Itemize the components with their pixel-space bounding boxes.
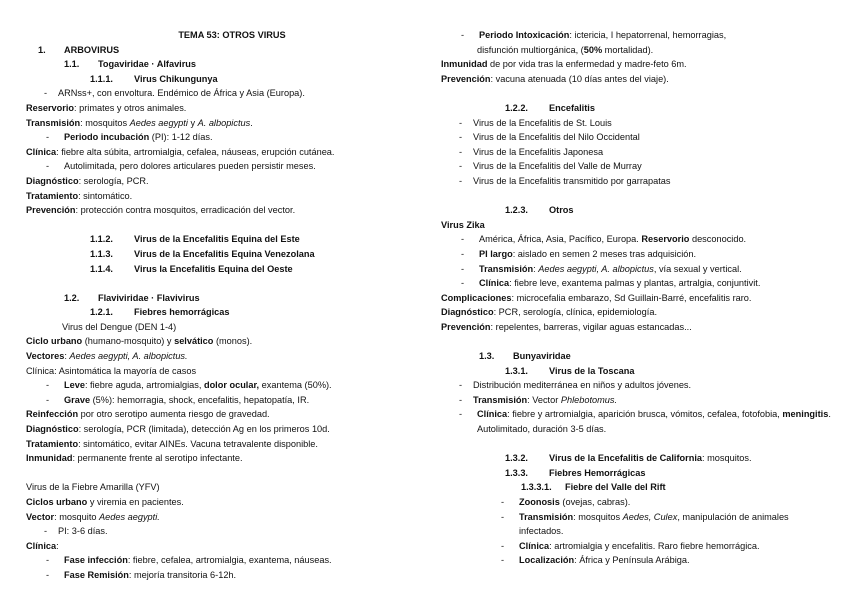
zika-prevencion: Prevención: repelentes, barreras, vigilar aguas estancadas... xyxy=(441,321,692,332)
yfv-vector: Vector: mosquito Aedes aegypti. xyxy=(26,511,160,522)
yfv-ciclos: Ciclos urbano y viremia en pacientes. xyxy=(26,497,184,507)
zika-title: Virus Zika xyxy=(441,219,485,230)
dengue-tratamiento: Tratamiento: sintomático, evitar AINEs. Vacuna tetravalente disponible. xyxy=(26,438,318,449)
page-title: TEMA 53: OTROS VIRUS xyxy=(178,30,286,40)
list-item: - Transmisión: mosquitos Aedes, Culex, manipulación de animales infectados. xyxy=(501,511,789,537)
heading-california: 1.3.2. Virus de la Encefalitis de California: mosquitos. xyxy=(505,453,752,464)
chik-tratamiento: Tratamiento: sintomático. xyxy=(26,190,133,201)
dengue-clinica: Clínica: Asintomática la mayoría de casos xyxy=(26,365,197,376)
list-item: - Clínica: fiebre y artromialgia, aparición brusca, vómitos, cefalea, fotofobia, meningitis. Autolimitado, duración 3-5 días. xyxy=(459,409,831,435)
heading-vee: 1.1.3. Virus de la Encefalitis Equina Venezolana xyxy=(90,248,315,259)
list-item: - Fase Remisión: mejoría transitoria 6-12h. xyxy=(46,569,237,580)
list-item: - Leve: fiebre aguda, artromialgias, dolor ocular, exantema (50%). xyxy=(46,380,332,391)
list-item: - Localización: África y Península Arábiga. xyxy=(501,555,690,566)
chik-diagnostico: Diagnóstico: serología, PCR. xyxy=(26,175,149,186)
heading-eee: 1.1.2. Virus de la Encefalitis Equina del Este xyxy=(90,234,300,245)
chik-clinica: Clínica: fiebre alta súbita, artromialgia, cefalea, náuseas, erupción cutánea. xyxy=(26,146,335,157)
right-column xyxy=(441,28,836,568)
list-item: - ARNss+, con envoltura. Endémico de África y Asia (Europa). xyxy=(44,88,305,99)
list-item: - Fase infección: fiebre, cefalea, artromialgia, exantema, náuseas. xyxy=(46,555,332,566)
dengue-inmunidad: Inmunidad: permanente frente al serotipo infectante. xyxy=(26,453,243,464)
dengue-diagnostico: Diagnóstico: serología, PCR (limitada), detección Ag en los primeros 10d. xyxy=(26,424,330,435)
list-item: - Transmisión: Vector Phlebotomus. xyxy=(459,394,618,405)
left-column xyxy=(26,28,418,583)
heading-flaviviridae: 1.2. Flaviviridae · Flavivirus xyxy=(64,292,200,303)
heading-chikungunya: 1.1.1. Virus Chikungunya xyxy=(90,73,218,84)
yfv-prevencion: Prevención: vacuna atenuada (10 días antes del viaje). xyxy=(441,73,669,84)
dengue-vectores: Vectores: Aedes aegypti, A. albopictus. xyxy=(26,351,188,362)
heading-otros: 1.2.3. Otros xyxy=(505,205,574,216)
list-item: - PI: 3-6 días. xyxy=(44,526,108,537)
list-item: - Virus de la Encefalitis Japonesa xyxy=(459,146,604,157)
heading-fiebres-hemorragicas: 1.2.1. Fiebres hemorrágicas xyxy=(90,307,230,318)
list-item: - Virus de la Encefalitis del Nilo Occidental xyxy=(459,132,640,143)
list-item: - Distribución mediterránea en niños y adultos jóvenes. xyxy=(459,380,692,391)
heading-arbovirus: 1. ARBOVIRUS xyxy=(38,44,120,55)
list-item: - América, África, Asia, Pacífico, Europa. Reservorio desconocido. xyxy=(461,234,747,245)
heading-encefalitis: 1.2.2. Encefalitis xyxy=(505,102,595,113)
yfv-inmunidad: Inmunidad de por vida tras la enfermedad y madre-feto 6m. xyxy=(441,59,687,70)
zika-diagnostico: Diagnóstico: PCR, serología, clínica, epidemiología. xyxy=(441,307,657,318)
list-item: - Clínica: fiebre leve, exantema palmas y plantas, artralgia, conjuntivit. xyxy=(461,278,761,289)
chik-prevencion: Prevención: protección contra mosquitos, erradicación del vector. xyxy=(26,205,296,216)
dengue-title: Virus del Dengue (DEN 1-4) xyxy=(62,321,177,332)
dengue-ciclo: Ciclo urbano (humano-mosquito) y selvático (monos). xyxy=(26,336,253,347)
list-item: - Virus de la Encefalitis de St. Louis xyxy=(459,117,612,128)
list-item: - Virus de la Encefalitis del Valle de Murray xyxy=(459,161,642,172)
heading-fiebres-hemorragicas-bunya: 1.3.3. Fiebres Hemorrágicas xyxy=(505,467,646,478)
list-item: - Clínica: artromialgia y encefalitis. Raro fiebre hemorrágica. xyxy=(501,540,760,551)
list-item: - Periodo Intoxicación: ictericia, I hepatorrenal, hemorragias, xyxy=(461,30,727,40)
heading-bunyaviridae: 1.3. Bunyaviridae xyxy=(479,351,571,362)
list-item: - Transmisión: Aedes aegypti, A. albopictus, vía sexual y vertical. xyxy=(461,263,742,274)
list-item: - Grave (5%): hemorragia, shock, encefalitis, hepatopatía, IR. xyxy=(46,394,310,405)
list-item: - PI largo: aislado en semen 2 meses tras adquisición. xyxy=(461,248,697,259)
yfv-title: Virus de la Fiebre Amarilla (YFV) xyxy=(26,482,160,493)
dengue-reinfeccion: Reinfección por otro serotipo aumenta riesgo de gravedad. xyxy=(26,409,270,420)
chik-reservorio: Reservorio: primates y otros animales. xyxy=(26,102,187,113)
list-item: - Virus de la Encefalitis transmitido por garrapatas xyxy=(459,175,671,186)
list-item: - Periodo incubación (PI): 1-12 días. xyxy=(46,132,213,143)
zika-complicaciones: Complicaciones: microcefalia embarazo, Sd Guillain-Barré, encefalitis raro. xyxy=(441,292,752,303)
heading-wee: 1.1.4. Virus la Encefalitis Equina del Oeste xyxy=(90,263,293,274)
list-item: - Zoonosis (ovejas, cabras). xyxy=(501,497,631,507)
heading-toscana: 1.3.1. Virus de la Toscana xyxy=(505,365,635,376)
yfv-clinica: Clínica: xyxy=(26,540,59,551)
chik-transmision: Transmisión: mosquitos Aedes aegypti y A. albopictus. xyxy=(26,117,253,128)
heading-togaviridae: 1.1. Togaviridae · Alfavirus xyxy=(64,59,197,70)
yfv-intoxicacion-cont: disfunción multiorgánica, (50% mortalidad). xyxy=(477,44,654,55)
heading-rift: 1.3.3.1. Fiebre del Valle del Rift xyxy=(521,482,666,493)
list-item: - Autolimitada, pero dolores articulares pueden persistir meses. xyxy=(46,161,316,172)
